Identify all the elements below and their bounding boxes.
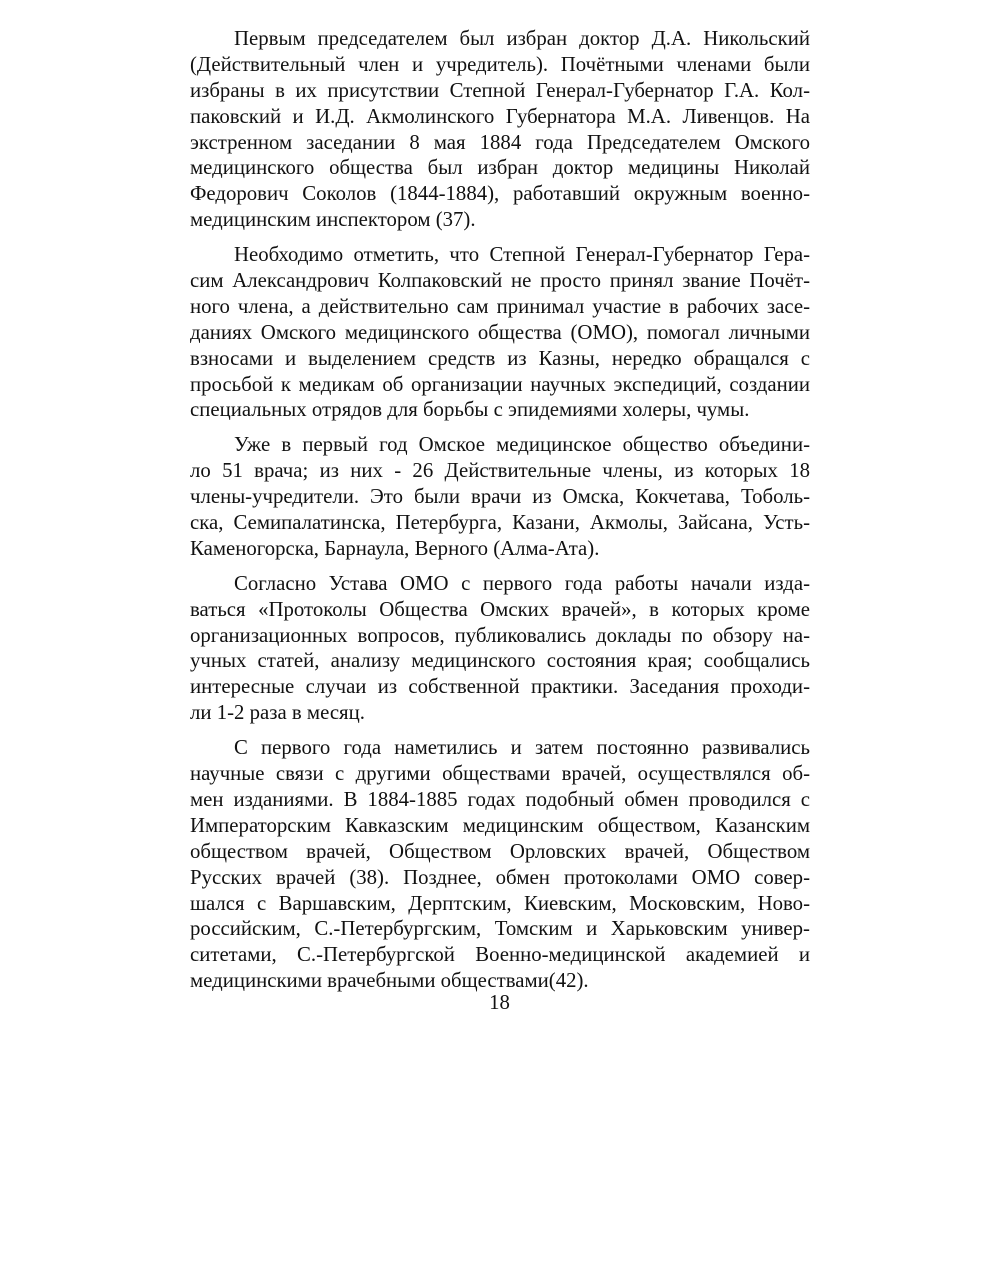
text-line: Императорским Кавказским медицинским обществом, Казанским	[190, 813, 810, 837]
text-line: сим Александрович Колпаковский не просто принял звание Почёт-	[190, 269, 810, 293]
text-line: Русских врачей (38). Позднее, обмен протоколами ОМО совер-	[190, 865, 810, 889]
text-line: обществом врачей, Обществом Орловских врачей, Обществом	[190, 839, 810, 863]
text-line: шался с Варшавским, Дерптским, Киевским, Московским, Ново-	[190, 891, 810, 915]
text-line: ного члена, а действительно сам принимал участие в рабочих засе-	[190, 294, 810, 318]
text-line: интересные случаи из собственной практики. Заседания проходи-	[190, 675, 810, 699]
page-number: 18	[489, 991, 510, 1014]
text-line: Каменогорска, Барнаула, Верного (Алма-Ата).	[190, 536, 600, 560]
text-line: Первым председателем был избран доктор Д.А. Никольский	[234, 27, 810, 50]
page-body	[190, 26, 810, 1003]
text-line: члены-учредители. Это были врачи из Омска, Кокчетава, Тоболь-	[190, 485, 810, 509]
text-line: специальных отрядов для борьбы с эпидемиями холеры, чумы.	[190, 398, 750, 422]
text-line: российским, С.-Петербургским, Томским и Харьковским универ-	[190, 917, 810, 941]
text-line: (Действительный член и учредитель). Почётными членами были	[190, 52, 810, 76]
text-line: ситетами, С.-Петербургской Военно-медицинской академией и	[190, 943, 810, 967]
text-line: ло 51 врача; из них - 26 Действительные члены, из которых 18	[190, 459, 810, 483]
text-line: научные связи с другими обществами врачей, осуществлялся об-	[190, 762, 810, 786]
paragraph	[190, 432, 810, 561]
text-line: медицинского общества был избран доктор медицины Николай	[190, 156, 810, 180]
text-line: Уже в первый год Омское медицинское общество объедини-	[234, 433, 810, 457]
paragraph	[190, 26, 810, 233]
text-line: Согласно Устава ОМО с первого года работы начали изда-	[234, 571, 810, 595]
text-line: взносами и выделением средств из Казны, нередко обращался с	[190, 346, 810, 370]
text-line: паковский и И.Д. Акмолинского Губернатора М.А. Ливенцов. На	[190, 104, 810, 128]
text-line: избраны в их присутствии Степной Генерал-Губернатор Г.А. Кол-	[190, 78, 810, 102]
text-line: Необходимо отметить, что Степной Генерал-Губернатор Гера-	[234, 243, 810, 267]
paragraph	[190, 571, 810, 726]
text-line: учных статей, анализу медицинского состояния края; сообщались	[190, 649, 810, 673]
text-line: ска, Семипалатинска, Петербурга, Казани, Акмолы, Зайсана, Усть-	[190, 511, 810, 535]
text-line: ваться «Протоколы Общества Омских врачей», в которых кроме	[190, 597, 810, 621]
text-line: Федорович Соколов (1844-1884), работавший окружным военно-	[190, 182, 810, 206]
text-line: ли 1-2 раза в месяц.	[190, 701, 365, 725]
paragraph	[190, 242, 810, 423]
text-line: С первого года наметились и затем постоянно развивались	[234, 736, 810, 760]
text-line: медицинскими врачебными обществами(42).	[190, 969, 589, 993]
text-line: просьбой к медикам об организации научных экспедиций, создании	[190, 372, 810, 396]
text-line: даниях Омского медицинского общества (ОМО), помогал личными	[190, 320, 810, 344]
paragraph	[190, 735, 810, 994]
text-line: организационных вопросов, публиковались доклады по обзору на-	[190, 623, 810, 647]
text-line: экстренном заседании 8 мая 1884 года Председателем Омского	[190, 130, 810, 154]
text-line: мен изданиями. В 1884-1885 годах подобный обмен проводился с	[190, 787, 810, 811]
text-line: медицинским инспектором (37).	[190, 208, 476, 232]
